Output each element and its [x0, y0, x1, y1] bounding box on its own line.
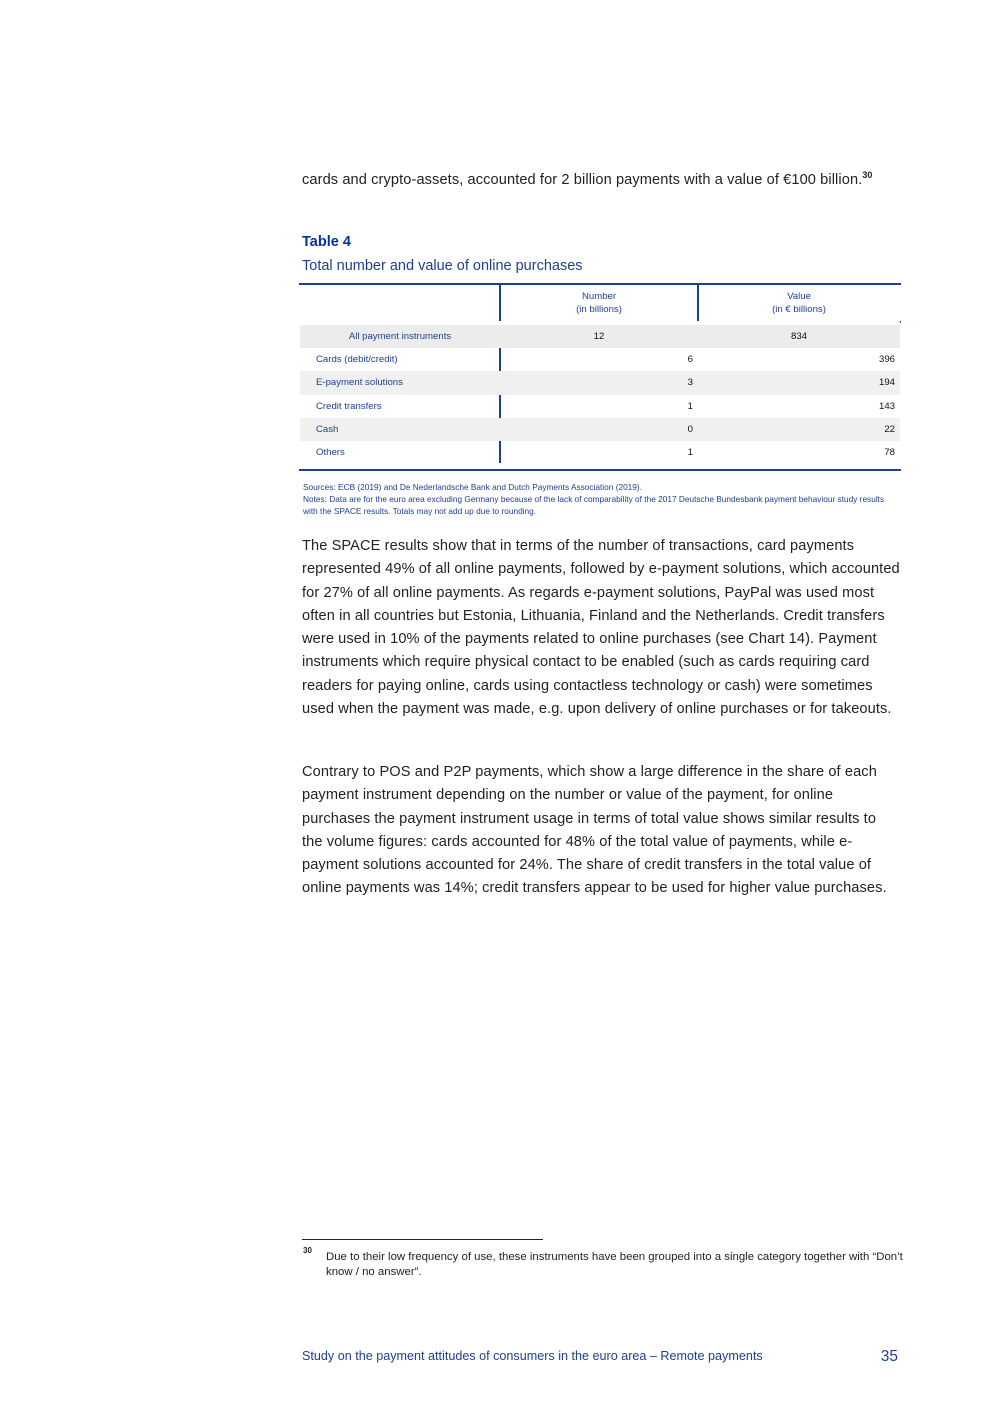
- row-label: E-payment solutions: [300, 371, 500, 394]
- row-number: 3: [500, 371, 698, 394]
- row-value: 22: [698, 418, 900, 441]
- row-number: 1: [687, 447, 693, 459]
- header-number-line2: (in billions): [576, 304, 622, 315]
- row-value: 78: [884, 447, 895, 459]
- row-value: 396: [878, 354, 895, 366]
- header-number: [500, 284, 698, 323]
- footnote-number: 30: [303, 1246, 312, 1255]
- total-number: 12: [500, 323, 698, 348]
- header-empty-cell: [300, 284, 500, 323]
- row-value: 194: [698, 371, 900, 394]
- body-paragraph-2: [302, 761, 900, 901]
- table-notes-text: Notes: Data are for the euro area excluding Germany because of the lack of comparability of the 2017 Deutsche Bundesbank payment behaviour study results with the SPACE results. Totals may not add up due to rounding.: [303, 494, 885, 517]
- row-number: 1: [687, 400, 693, 412]
- table-number: Table 4: [302, 234, 351, 250]
- row-label: Others: [316, 447, 345, 459]
- table-sources: Sources: ECB (2019) and De Nederlandsche Bank and Dutch Payments Association (2019).: [303, 482, 642, 492]
- table-title: Total number and value of online purchases: [302, 258, 583, 274]
- footer-title: Study on the payment attitudes of consumers in the euro area – Remote payments: [302, 1349, 763, 1363]
- row-number: 0: [500, 418, 698, 441]
- row-value: 143: [878, 400, 895, 412]
- footnote-text: Due to their low frequency of use, these instruments have been grouped into a single category together with “Don’t know / no answer”.: [326, 1251, 903, 1278]
- row-label: Credit transfers: [316, 400, 382, 412]
- online-purchases-table: [300, 284, 900, 464]
- total-label: All payment instruments: [300, 323, 500, 348]
- table-row: [300, 441, 900, 464]
- header-value-line2: (in € billions): [772, 304, 826, 315]
- table-row: [300, 371, 900, 394]
- table-row: [300, 395, 900, 418]
- body-paragraph-1-text: The SPACE results show that in terms of the number of transactions, card payments represented 49% of all online payments, followed by e-payment solutions, which accounted for 27% of all online payments. As regards e-payment solutions, PayPal was used most often in all countries but Estonia, Lithuania, Finland and the Netherlands. Credit transfers were used in 10% of the payments related to online purchases (see Chart 14). Payment instruments which require physical contact to be enabled (such as cards requiring card readers for paying online, cards using contactless technology or cash) were sometimes used when the payment was made, e.g. upon delivery of online purchases or for takeouts.: [302, 538, 900, 718]
- table-row-total: [300, 323, 900, 348]
- table-row: [300, 348, 900, 371]
- row-label: Cards (debit/credit): [316, 354, 398, 366]
- body-paragraph-1: [302, 535, 900, 721]
- row-number: 6: [687, 354, 693, 366]
- page-number: 35: [880, 1348, 898, 1365]
- intro-text: cards and crypto-assets, accounted for 2 billion payments with a value of €100 billion.: [302, 172, 863, 188]
- total-value: 834: [698, 323, 900, 348]
- table-bottom-rule: [299, 469, 901, 471]
- row-label: Cash: [300, 418, 500, 441]
- header-value-line1: Value: [787, 291, 811, 302]
- footnote-divider: [302, 1239, 543, 1240]
- footnote-ref[interactable]: 30: [862, 170, 873, 180]
- header-value: [698, 284, 900, 323]
- table-notes: [303, 481, 903, 518]
- body-paragraph-2-text: Contrary to POS and P2P payments, which show a large difference in the share of each payment instrument depending on the number or value of the payment, for online purchases the payment instrument usage in terms of total value shows similar results to the volume figures: cards accounted for 48% of the total value of payments, while e-payment solutions accounted for 24%. The share of credit transfers in the total value of online payments was 14%; credit transfers appear to be used for higher value purchases.: [302, 764, 887, 897]
- table-row: [300, 418, 900, 441]
- header-number-line1: Number: [581, 291, 617, 302]
- intro-paragraph: [302, 169, 900, 192]
